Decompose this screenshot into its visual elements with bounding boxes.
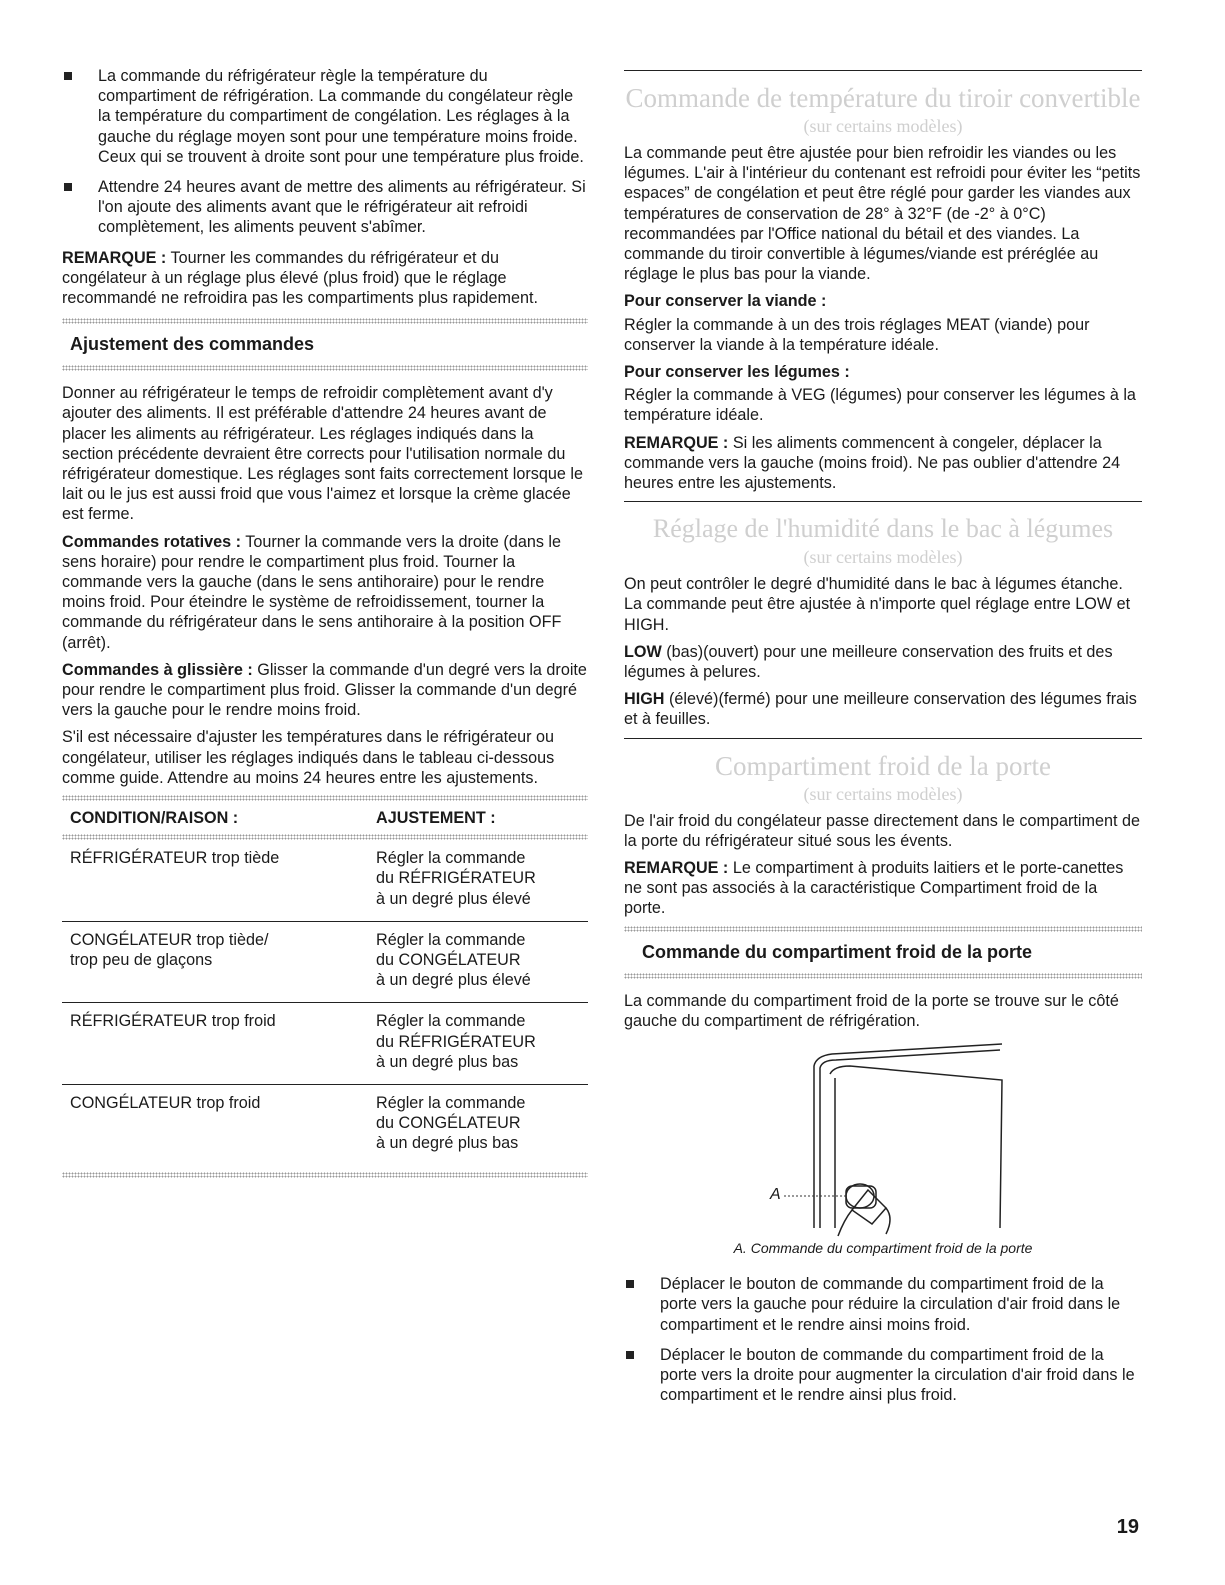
table-cell-condition: RÉFRIGÉRATEUR trop tiède [62, 840, 368, 921]
paragraph: Régler la commande à un des trois réglages MEAT (viande) pour conserver la viande à la température idéale. [624, 315, 1090, 354]
rotatives-text: Tourner la commande vers la droite (dans le sens horaire) pour rendre le compartiment plus froid. Tourner la commande vers la gauche (dans le sens antihoraire) pour le rendre moins froid. Pour éteindre le système de refroidissement, tourner la commande du réfrigérateur dans le sens antihoraire à la position OFF (arrêt). [62, 532, 562, 652]
paragraph: La commande du compartiment froid de la porte se trouve sur le côté gauche du compartiment de réfrigération. [624, 991, 1119, 1030]
low-label: LOW [624, 642, 662, 661]
refrigerator-door-illustration [624, 1038, 1142, 1238]
page-number: 19 [1116, 1516, 1139, 1538]
remarque-paragraph [62, 248, 588, 309]
table-row [62, 840, 588, 921]
table-cell-condition: RÉFRIGÉRATEUR trop froid [62, 1003, 368, 1085]
paragraph: On peut contrôler le degré d'humidité dans le bac à légumes étanche. La commande peut être ajustée à n'importe quel réglage entre LOW et HIGH. [624, 575, 1131, 634]
paragraph: S'il est nécessaire d'ajuster les températures dans le réfrigérateur ou congélateur, utiliser les réglages indiqués dans le tableau ci-dessous comme guide. Attendre au moins 24 heures entre les ajustements. [62, 728, 555, 787]
door-compartment-figure [624, 1038, 1142, 1238]
section-title-tiroir: Commande de température du tiroir convertible [625, 83, 1141, 113]
table-header-condition: CONDITION/RAISON : [70, 809, 239, 828]
bullet-item: Déplacer le bouton de commande du compartiment froid de la porte vers la gauche pour réduire la circulation d'air froid dans le compartiment et le rendre ainsi moins froid. [624, 1274, 1142, 1335]
glissiere-paragraph [62, 660, 588, 721]
remarque-paragraph [624, 858, 1142, 919]
section-subtitle: (sur certains modèles) [803, 116, 963, 136]
dotted-rule [62, 1172, 588, 1178]
dotted-rule [624, 926, 1142, 932]
bullet-item: La commande du réfrigérateur règle la température du compartiment de réfrigération. La commande du congélateur règle la température du compartiment de congélation. Les réglages à la gauche du réglage moyen sont pour une température moins froide. Ceux qui se trouvent à droite sont pour une température plus froide. [62, 66, 588, 167]
dotted-rule [62, 365, 588, 371]
subsection-title-commande: Commande du compartiment froid de la porte [642, 941, 1033, 962]
remarque-paragraph [624, 433, 1142, 494]
remarque-text: Si les aliments commencent à congeler, déplacer la commande vers la gauche (moins froid). Ne pas oublier d'attendre 24 heures entre les ajustements. [624, 433, 1121, 493]
paragraph: Régler la commande à VEG (légumes) pour conserver les légumes à la température idéale. [624, 386, 1136, 425]
glissiere-label: Commandes à glissière : [62, 660, 253, 679]
rotatives-paragraph [62, 532, 588, 653]
dotted-rule [624, 973, 1142, 979]
high-label: HIGH [624, 690, 665, 709]
dotted-rule [62, 318, 588, 324]
viande-heading: Pour conserver la viande : [624, 292, 827, 311]
right-column [624, 70, 1142, 1415]
table-cell-condition: CONGÉLATEUR trop froid [70, 1093, 261, 1112]
rotatives-label: Commandes rotatives : [62, 532, 242, 551]
table-cell-condition: CONGÉLATEUR trop tiède/ trop peu de glaçons [62, 921, 368, 1003]
remarque-label: REMARQUE : [624, 859, 729, 878]
adjustment-table [62, 805, 588, 1165]
section-title-porte: Compartiment froid de la porte [715, 750, 1051, 781]
left-column [62, 66, 588, 1182]
table-row [62, 1003, 588, 1085]
table-header-adjust: AJUSTEMENT : [376, 809, 496, 828]
bullet-item: Attendre 24 heures avant de mettre des aliments au réfrigérateur. Si l'on ajoute des aliments avant que le réfrigérateur ait refroidi complètement, les aliments peuvent s'abîmer. [62, 177, 588, 238]
section-subtitle: (sur certains modèles) [803, 783, 963, 804]
high-text: (élevé)(fermé) pour une meilleure conservation des légumes frais et à feuilles. [624, 690, 1137, 729]
dotted-rule [62, 795, 588, 801]
paragraph: De l'air froid du congélateur passe directement dans le compartiment de la porte du réfrigérateur situé sous les évents. [624, 811, 1140, 850]
table-row [62, 921, 588, 1003]
section-title-ajustement: Ajustement des commandes [70, 334, 315, 355]
table-cell-adjust: Régler la commande du RÉFRIGÉRATEUR à un degré plus bas [368, 1003, 588, 1085]
section-title-humidite: Réglage de l'humidité dans le bac à légumes [652, 514, 1114, 544]
table-cell-adjust: Régler la commande du RÉFRIGÉRATEUR à un degré plus élevé [368, 840, 588, 921]
table-row [62, 1084, 588, 1165]
paragraph: La commande peut être ajustée pour bien refroidir les viandes ou les légumes. L'air à l'intérieur du contenant est refroidi pour éviter les “petits espaces” de congélation et peut être réglé pour garder les viandes aux températures de conservation de 28° à 32°F (de -2° à 0°C) recommandées par l'Office national du bétail et des viandes. La commande du tiroir convertible à légumes/viande est préréglée au réglage le plus bas pour la viande. [624, 144, 1141, 284]
glissiere-text: Glisser la commande d'un degré vers la droite pour rendre le compartiment plus froid. Glisser la commande d'un degré vers la gauche pour le rendre moins froid. [62, 660, 587, 720]
remarque-text: Le compartiment à produits laitiers et le porte-canettes ne sont pas associés à la caractéristique Compartiment froid de la porte. [624, 859, 1124, 918]
low-paragraph [624, 642, 1142, 682]
remarque-text: Tourner les commandes du réfrigérateur et du congélateur à un réglage plus élevé (plus froid) que le réglage recommandé ne refroidira pas les compartiments plus rapidement. [62, 248, 538, 308]
high-paragraph [624, 689, 1142, 729]
table-cell-adjust: Régler la commande du CONGÉLATEUR à un degré plus élevé [368, 921, 588, 1003]
figure-caption: A. Commande du compartiment froid de la porte [733, 1240, 1033, 1257]
low-text: (bas)(ouvert) pour une meilleure conservation des fruits et des légumes à pelures. [624, 642, 1113, 682]
legumes-heading: Pour conserver les légumes : [624, 363, 850, 382]
remarque-label: REMARQUE : [624, 433, 729, 452]
figure-label-a: A [770, 1186, 781, 1204]
table-cell-adjust: Régler la commande du CONGÉLATEUR à un degré plus bas [376, 1093, 526, 1153]
section-subtitle: (sur certains modèles) [803, 547, 963, 568]
remarque-label: REMARQUE : [62, 248, 167, 267]
bullet-item: Déplacer le bouton de commande du compartiment froid de la porte vers la droite pour augmenter la circulation d'air froid dans le compartiment et le rendre ainsi plus froid. [624, 1345, 1142, 1406]
paragraph: Donner au réfrigérateur le temps de refroidir complètement avant d'y ajouter des aliments. Il est préférable d'attendre 24 heures avant de placer les aliments au réfrigérateur. Les réglages indiqués dans la section précédente devraient être corrects pour l'utilisation normale du réfrigérateur domestique. Les réglages sont faits correctement lorsque le lait ou le jus est aussi froid que vous l'aimez et lorsque la crème glacée est ferme. [62, 384, 583, 524]
